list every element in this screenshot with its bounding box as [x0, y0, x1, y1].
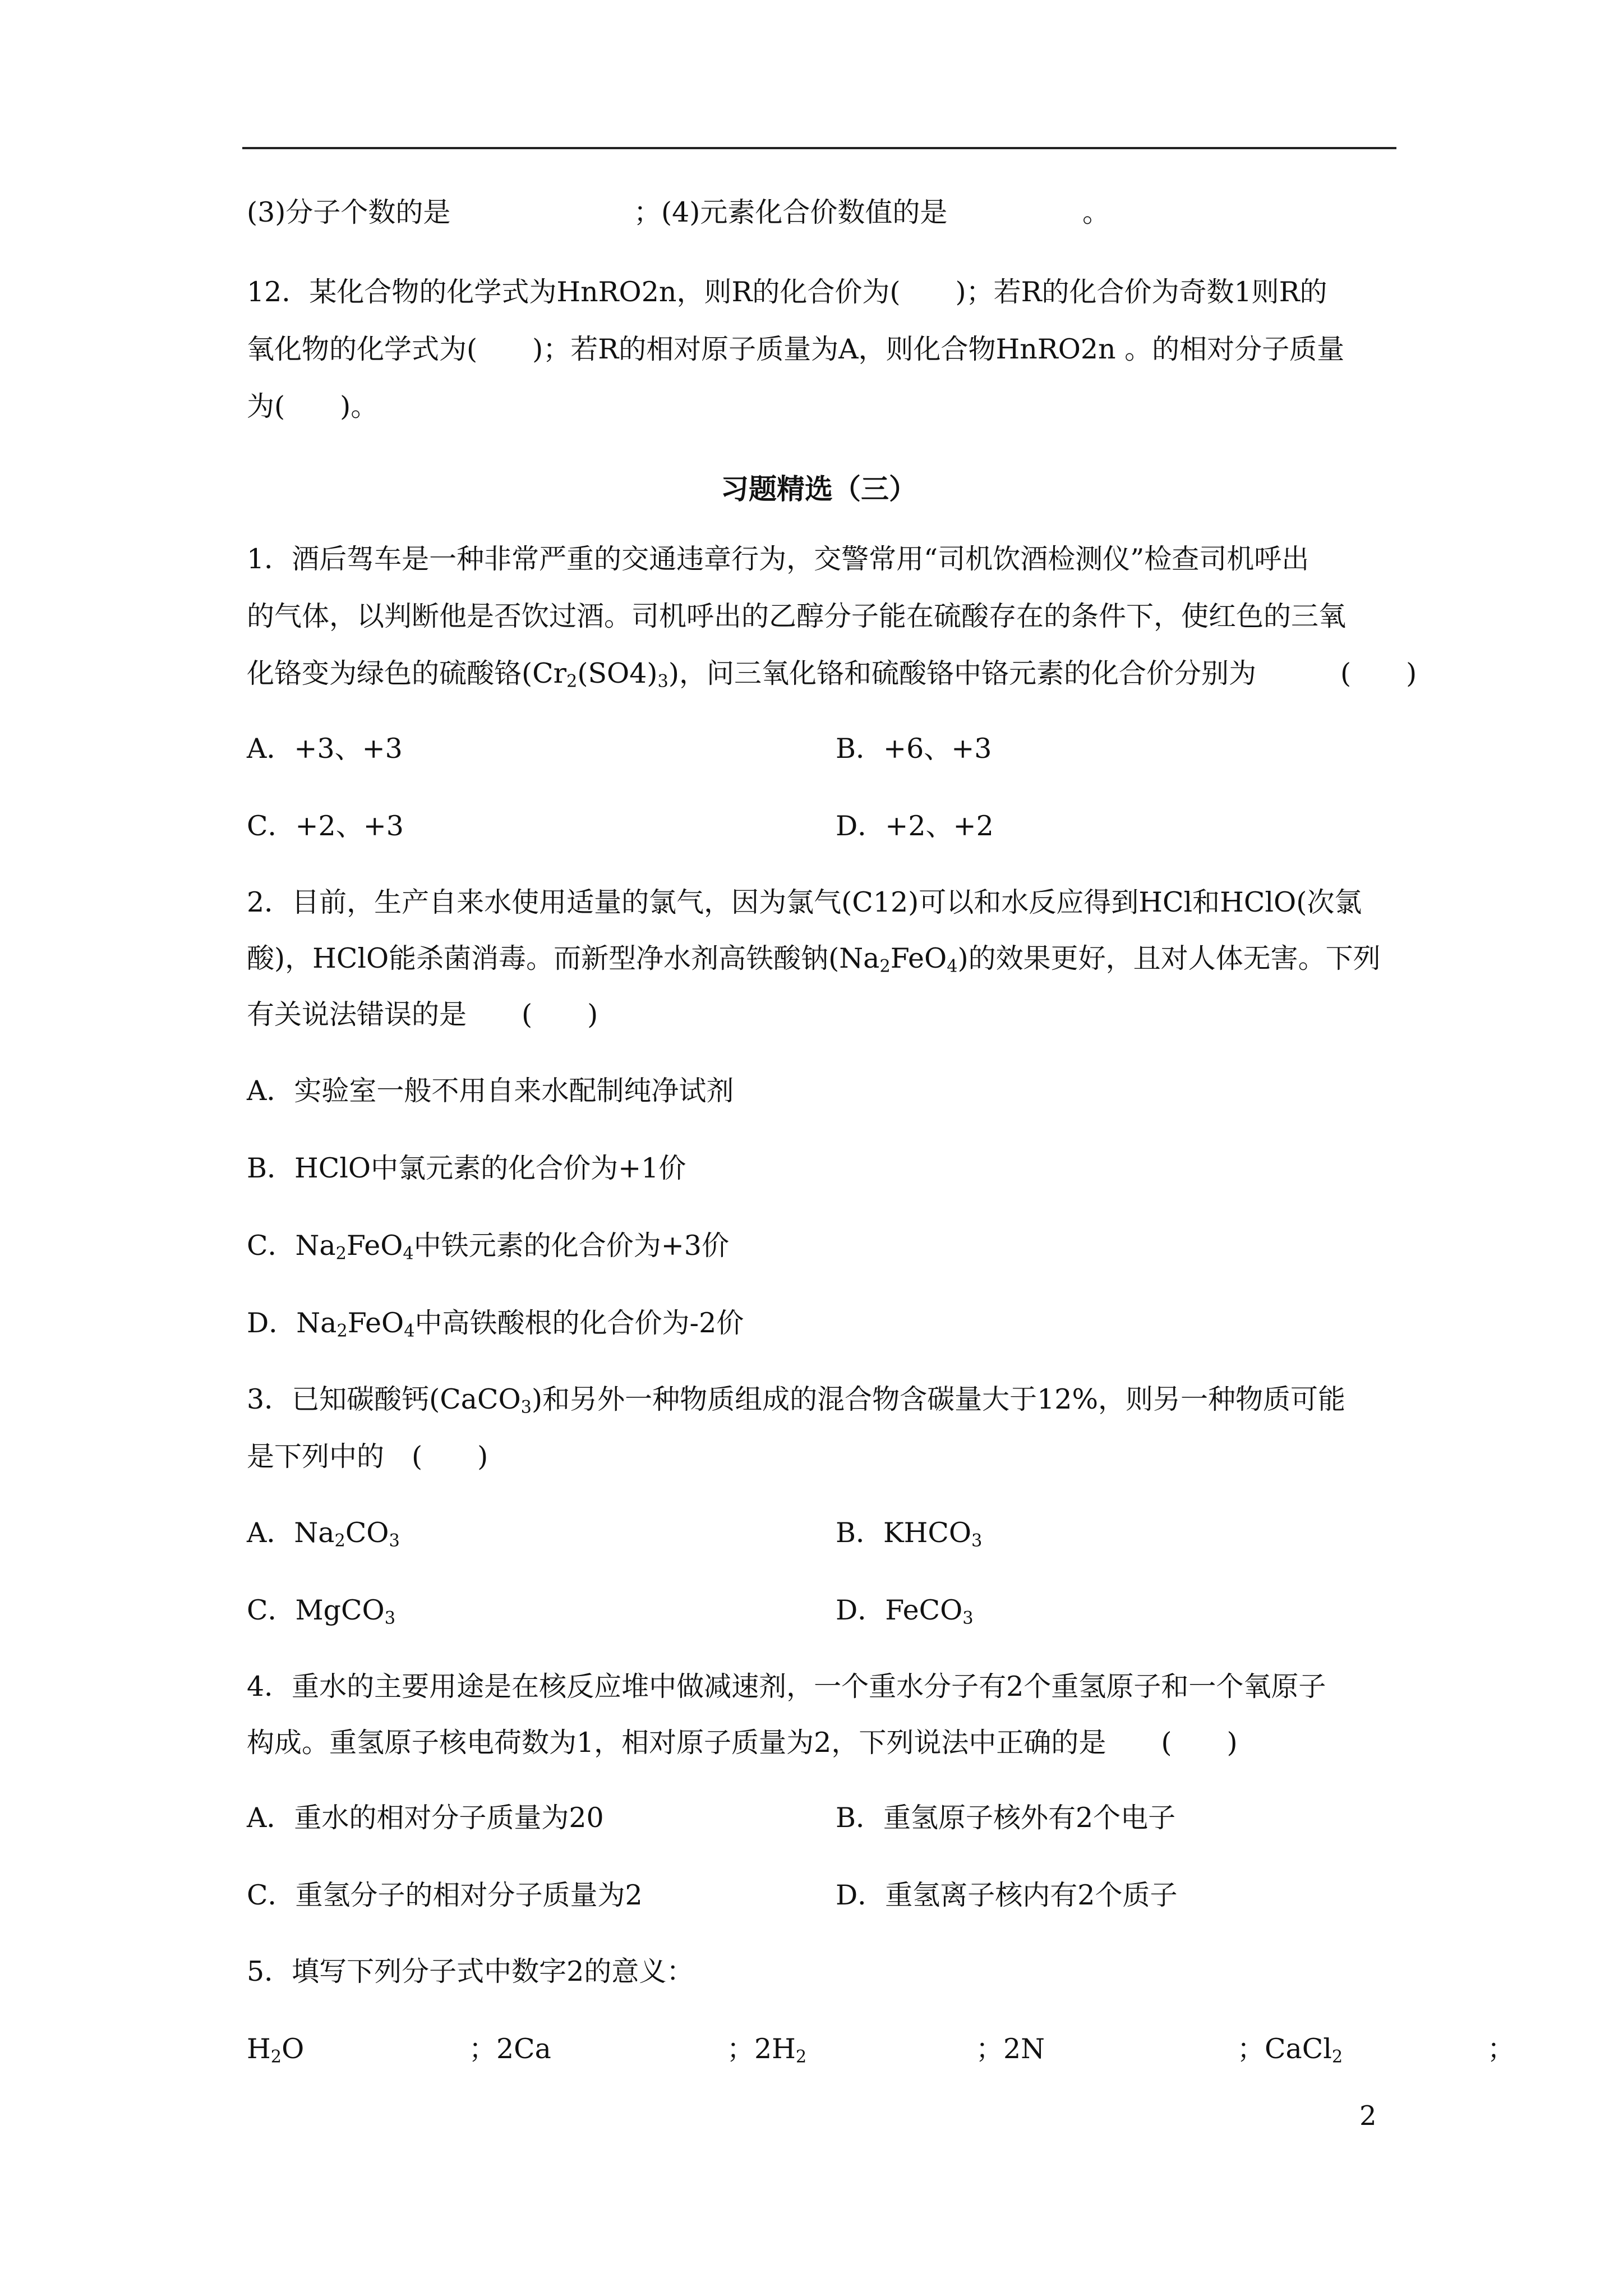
q12-line-1: 12．某化合物的化学式为HnRO2n，则R的化合价为( )；若R的化合价为奇数1则R的 — [247, 276, 1327, 308]
q5-formula-h2o: $H_2O$ — [247, 2033, 305, 2067]
q5-formula-2n: ；2N — [976, 2033, 1045, 2065]
q2-option-b: B．HClO中氯元素的化合价为+1价 — [247, 1152, 686, 1184]
q2-line-2: 酸)，HClO能杀菌消毒。而新型净水剂高铁酸钠$(Na_2FeO_4)$的效果更好，且对人体无害。下列 — [247, 942, 1381, 977]
q2-line-3: 有关说法错误的是 ( ) — [247, 999, 598, 1030]
q11-line — [247, 196, 450, 229]
q2-option-c: C．$Na_2FeO_4$中铁元素的化合价为+3价 — [247, 1230, 729, 1264]
q12-line-3: 为( )。 — [247, 390, 379, 422]
q1-answer-blank: ( ) — [1340, 657, 1417, 689]
q2-line-1: 2．目前，生产自来水使用适量的氯气，因为氯气(C12)可以和水反应得到HCl和HClO(次氯 — [247, 886, 1362, 918]
q5-line-1: 5．填写下列分子式中数字2的意义： — [247, 1955, 694, 1987]
q3-option-d: D．FeCO$_3$ — [836, 1594, 974, 1628]
q5-formula-2h2: ；$2H_2$ — [727, 2033, 807, 2067]
q1-option-d: D．+2、+2 — [836, 810, 994, 842]
q11-end: 。 — [1082, 196, 1110, 228]
q1-line-3: 化铬变为绿色的硫酸铬$(Cr_2(SO4)_3)$，问三氧化铬和硫酸铬中铬元素的化合价分别为 — [247, 657, 1256, 692]
q3-option-b: B．$KHCO_3$ — [836, 1517, 983, 1551]
q2-option-a: A．实验室一般不用自来水配制纯净试剂 — [247, 1075, 734, 1107]
q3-option-c: C．MgCO$_3$ — [247, 1594, 396, 1628]
q5-formula-2ca: ；2Ca — [469, 2033, 551, 2065]
q11-part3: (3)分子个数的是 — [247, 196, 451, 228]
q12-line-2: 氧化物的化学式为( )；若R的相对原子质量为A，则化合物HnRO2n 。的相对分子质量 — [247, 333, 1345, 365]
q1-option-b: B．+6、+3 — [836, 733, 992, 765]
q3-line-2: 是下列中的 ( ) — [247, 1441, 488, 1473]
q5-end: ； — [1487, 2033, 1515, 2065]
q4-option-a: A．重水的相对分子质量为20 — [247, 1802, 604, 1834]
q11-part4: ；(4)元素化合价数值的是 — [634, 196, 948, 228]
q2-option-d: D．$Na_2FeO_4$中高铁酸根的化合价为-2价 — [247, 1307, 744, 1341]
q1-line-2: 的气体，以判断他是否饮过酒。司机呼出的乙醇分子能在硫酸存在的条件下，使红色的三氧 — [247, 600, 1347, 632]
q3-option-a: A．$Na_2CO_3$ — [247, 1517, 400, 1551]
q4-line-2: 构成。重氢原子核电荷数为1，相对原子质量为2，下列说法中正确的是 ( ) — [247, 1727, 1238, 1759]
section-title: 习题精选（三） — [721, 472, 917, 505]
q4-option-c: C．重氢分子的相对分子质量为2 — [247, 1879, 643, 1911]
q5-formula-cacl2: ；CaCl$_2$ — [1237, 2033, 1343, 2067]
q1-option-c: C．+2、+3 — [247, 810, 404, 842]
q4-option-d: D．重氢离子核内有2个质子 — [836, 1879, 1178, 1911]
page-number: 2 — [1359, 2100, 1377, 2132]
q3-line-1: 3．已知碳酸钙(CaCO$_3$)和另外一种物质组成的混合物含碳量大于12%，则另一种物质可能 — [247, 1383, 1346, 1418]
q1-option-a: A．+3、+3 — [247, 733, 403, 765]
q4-option-b: B．重氢原子核外有2个电子 — [836, 1802, 1176, 1834]
q4-line-1: 4．重水的主要用途是在核反应堆中做减速剂，一个重水分子有2个重氢原子和一个氧原子 — [247, 1671, 1326, 1703]
q1-line-1: 1．酒后驾车是一种非常严重的交通违章行为，交警常用“司机饮酒检测仪”检查司机呼出 — [247, 543, 1310, 575]
header-rule — [242, 147, 1396, 149]
